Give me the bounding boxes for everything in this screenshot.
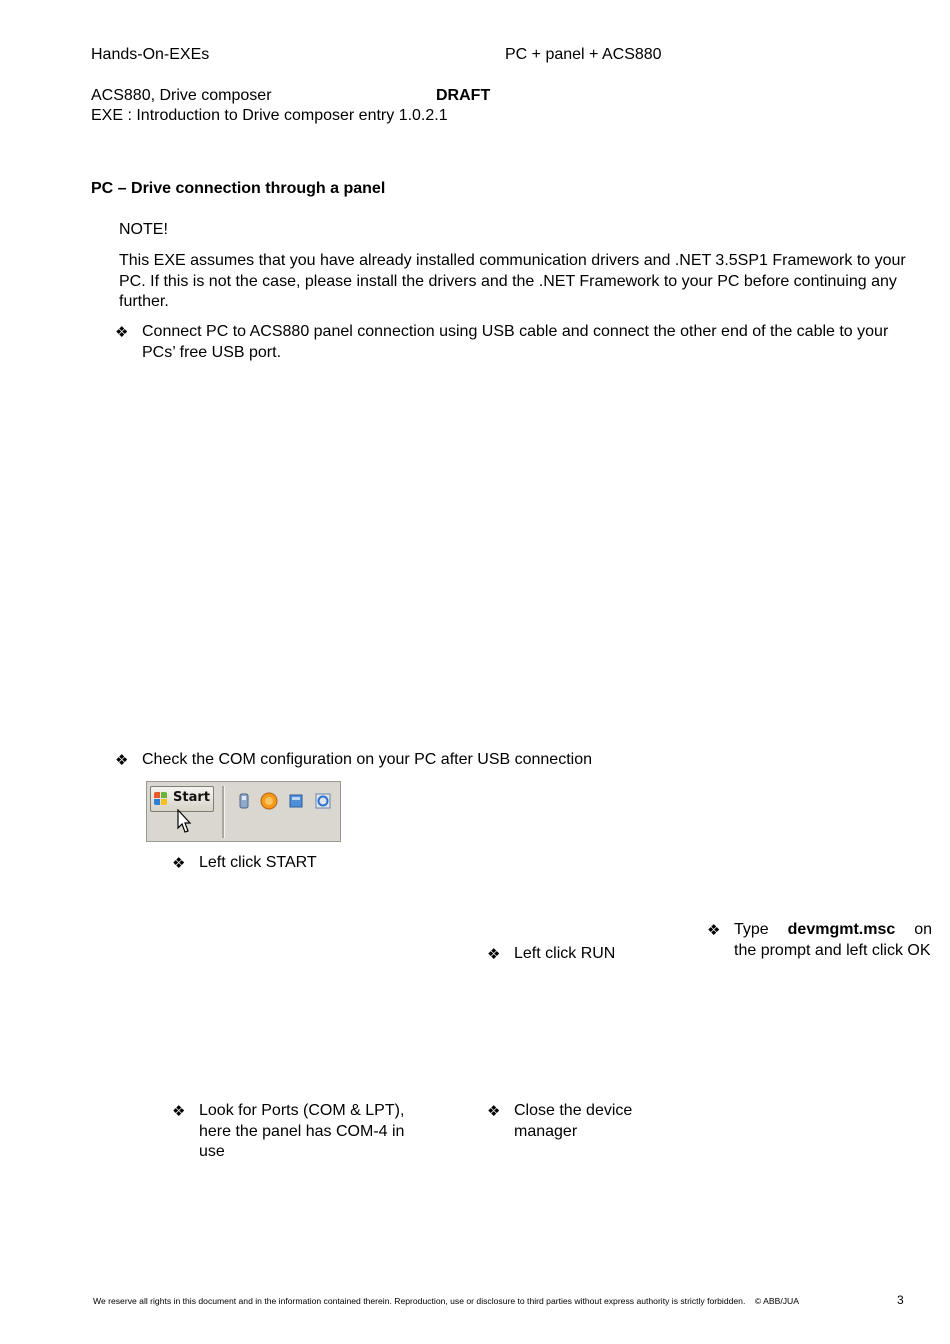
header-subject: ACS880, Drive composer [91, 87, 272, 104]
type-on: on [914, 921, 932, 938]
start-button[interactable] [150, 786, 214, 812]
page-number: 3 [897, 1293, 904, 1307]
taskbar-screenshot [146, 781, 341, 842]
quicklaunch-phone-icon[interactable] [235, 792, 253, 810]
windows-logo-icon [154, 792, 168, 806]
bullet-look-ports-text: Look for Ports (COM & LPT), here the panel has COM-4 in use [199, 1102, 405, 1160]
type-prefix: Type [734, 921, 769, 938]
bullet-check-com-text: Check the COM configuration on your PC after USB connection [142, 751, 592, 768]
bullet-left-click-run-text: Left click RUN [514, 945, 616, 962]
bullet-close-manager-text: Close the device manager [514, 1102, 633, 1140]
start-label: Start [173, 790, 210, 805]
bullet-diamond-icon: ❖ [487, 945, 501, 963]
note-label: NOTE! [119, 221, 168, 238]
bullet-diamond-icon: ❖ [115, 751, 129, 769]
draft-status: DRAFT [436, 87, 491, 104]
bullet-connect-pc-text: Connect PC to ACS880 panel connection using USB cable and connect the other end of the cable to your PCs’ free USB port. [142, 323, 889, 361]
bullet-diamond-icon: ❖ [115, 323, 129, 341]
bullet-diamond-icon: ❖ [707, 921, 721, 939]
footer-copyright: © ABB/JUA [754, 1296, 799, 1306]
header-right-title: PC + panel + ACS880 [505, 46, 662, 63]
bullet-left-click-start-text: Left click START [199, 854, 317, 871]
cursor-arrow-icon [177, 809, 193, 835]
bullet-type-devmgmt-text [734, 920, 932, 961]
footer-rights-text: We reserve all rights in this document and in the information contained therein. Reproduction, use or disclosure to third parties without express authority is strictly forbidden. [93, 1296, 746, 1306]
taskbar-separator [222, 786, 225, 838]
note-text: This EXE assumes that you have already installed communication drivers and .NET 3.5SP1 Framework to your PC. If this is not the case, please install the drivers and the .NET Framework to your PC before continuing any further. [119, 252, 906, 310]
bullet-diamond-icon: ❖ [487, 1102, 501, 1120]
type-rest: the prompt and left click OK [734, 941, 931, 959]
quicklaunch-media-icon[interactable] [260, 792, 278, 810]
quicklaunch-folder-icon[interactable] [287, 792, 305, 810]
exe-line: EXE : Introduction to Drive composer entry 1.0.2.1 [91, 107, 448, 124]
header-left-title: Hands-On-EXEs [91, 46, 210, 63]
bullet-diamond-icon: ❖ [172, 1102, 186, 1120]
quicklaunch-ie-icon[interactable] [314, 792, 332, 810]
footer-rights [93, 1296, 799, 1307]
section-heading: PC – Drive connection through a panel [91, 180, 386, 197]
bullet-diamond-icon: ❖ [172, 854, 186, 872]
type-command: devmgmt.msc [787, 921, 896, 938]
